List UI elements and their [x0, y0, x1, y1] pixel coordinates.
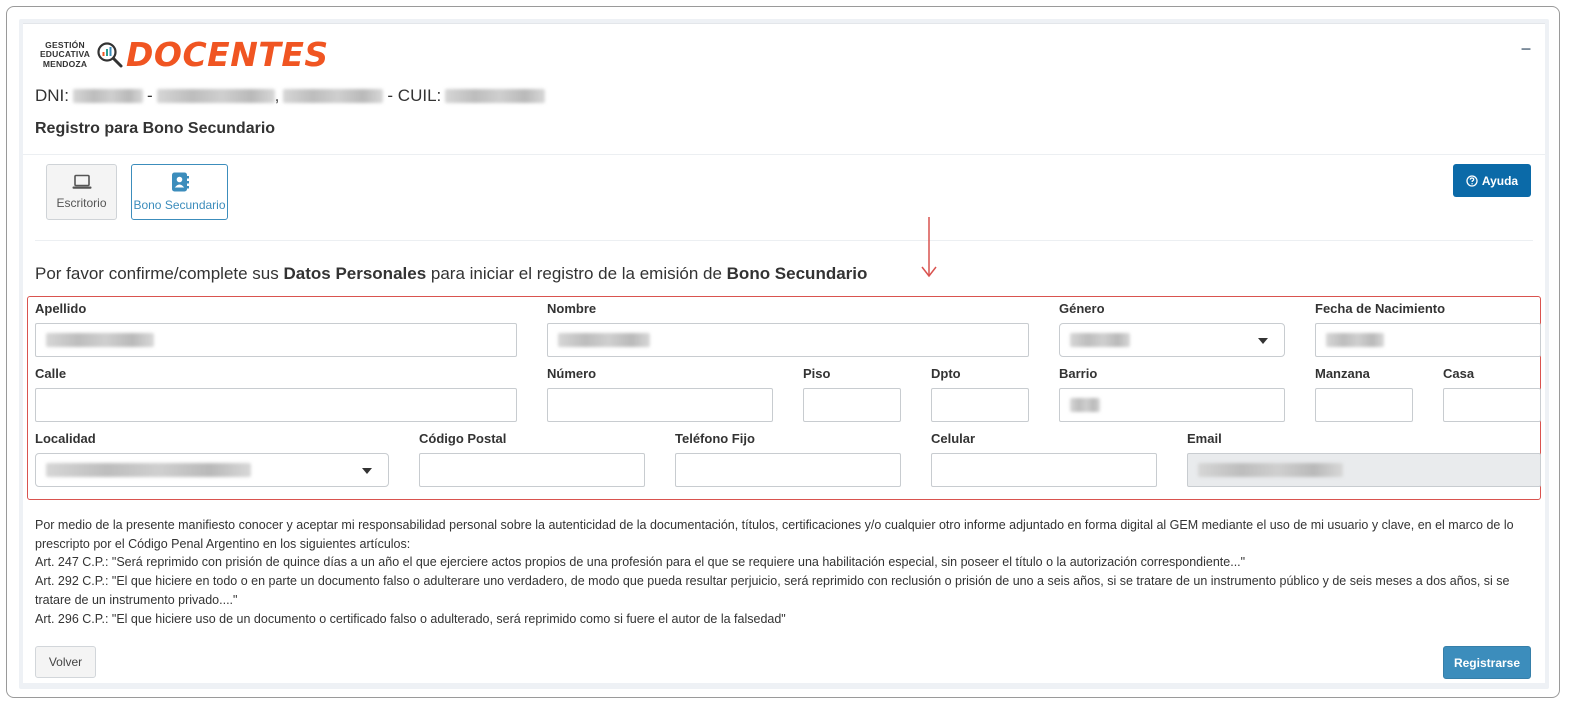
- divider: [35, 240, 1533, 241]
- laptop-icon: [72, 174, 92, 190]
- piso-input[interactable]: [803, 388, 901, 422]
- divider: [23, 154, 1545, 155]
- tile-escritorio[interactable]: [46, 164, 117, 220]
- label-apellido: Apellido: [35, 301, 87, 316]
- redacted-value: [1070, 333, 1130, 347]
- page-title: Registro para Bono Secundario: [35, 120, 276, 137]
- magnifier-chart-icon: [96, 41, 124, 69]
- intro-text: [35, 264, 867, 284]
- apellido-input[interactable]: [35, 323, 517, 357]
- help-label: Ayuda: [1481, 173, 1519, 188]
- redacted-name: [283, 89, 383, 103]
- chevron-down-icon: [1258, 338, 1268, 344]
- redacted-value: [1326, 333, 1384, 347]
- intro-part: para iniciar el registro de la emisión de: [426, 264, 727, 283]
- register-button[interactable]: Registrarse: [1443, 646, 1531, 679]
- chevron-down-icon: [362, 468, 372, 474]
- label-genero: Género: [1059, 301, 1105, 316]
- legal-paragraph: Art. 292 C.P.: "El que hiciere en todo o en parte un documento falso o adulterare uno verdadero, de modo que pueda resultar perjuicio, será reprimido con reclusión o prisión de uno a seis años, si se tratare de un instrumento público y de seis meses a dos años, si se tratare de un instrumento privado....": [35, 574, 1510, 607]
- label-calle: Calle: [35, 366, 67, 381]
- genero-select[interactable]: [1059, 323, 1285, 357]
- back-button[interactable]: Volver: [35, 646, 96, 678]
- intro-bold: Bono Secundario: [726, 264, 868, 283]
- content-panel: [19, 19, 1549, 689]
- logo-subtitle: [35, 41, 95, 70]
- question-circle-icon: [1466, 175, 1478, 187]
- legal-paragraph: Art. 247 C.P.: "Será reprimido con prisión de quince días a un año el que ejerciere actos propios de una profesión para el que se requiere una habilitación especial, sin poseer el título o la autorización correspondiente...": [35, 555, 1246, 570]
- codigo-postal-input[interactable]: [419, 453, 645, 487]
- help-button[interactable]: [1453, 164, 1531, 197]
- logo-brand: DOCENTES: [126, 35, 329, 74]
- label-fecha-nacimiento: Fecha de Nacimiento: [1315, 301, 1446, 316]
- label-casa: Casa: [1443, 366, 1475, 381]
- label-email: Email: [1187, 431, 1222, 446]
- dpto-input[interactable]: [931, 388, 1029, 422]
- tile-bono-secundario[interactable]: [131, 164, 228, 220]
- redacted-surname: [157, 89, 275, 103]
- redacted-value: [1070, 398, 1100, 412]
- label-telefono-fijo: Teléfono Fijo: [675, 431, 755, 446]
- email-input[interactable]: [1187, 453, 1541, 487]
- separator: -: [147, 86, 153, 105]
- logo-line2: EDUCATIVA: [39, 49, 91, 60]
- telefono-fijo-input[interactable]: [675, 453, 901, 487]
- dni-label: DNI:: [35, 86, 69, 105]
- screenshot-frame: [6, 6, 1560, 698]
- logo: [35, 36, 329, 74]
- main-box: [23, 23, 1545, 683]
- numero-input[interactable]: [547, 388, 773, 422]
- redacted-value: [558, 333, 650, 347]
- legal-paragraph: Art. 296 C.P.: "El que hiciere uso de un documento o certificado falso o adulterado, será reprimido como si fuere el autor de la falsedad": [35, 611, 786, 626]
- tile-label: Bono Secundario: [133, 198, 226, 212]
- nombre-input[interactable]: [547, 323, 1029, 357]
- logo-line3: MENDOZA: [42, 58, 88, 69]
- redacted-value: [46, 333, 154, 347]
- fecha-nacimiento-input[interactable]: [1315, 323, 1541, 357]
- arrow-down-icon: [919, 217, 939, 279]
- cuil-label: - CUIL:: [387, 86, 442, 105]
- separator: ,: [274, 86, 280, 105]
- redacted-dni: [73, 89, 143, 103]
- redacted-cuil: [445, 89, 545, 103]
- label-numero: Número: [547, 366, 597, 381]
- manzana-input[interactable]: [1315, 388, 1413, 422]
- legal-disclaimer: [35, 516, 1535, 628]
- legal-paragraph: Por medio de la presente manifiesto conocer y aceptar mi responsabilidad personal sobre la autenticidad de la documentación, títulos, certificaciones y/o cualquier otro informe adjuntado en forma digital al GEM mediante el uso de mi usuario y clave, en el marco de lo prescripto por el Código Penal Argentino en los siguientes artículos:: [35, 518, 1514, 551]
- redacted-value: [1198, 463, 1343, 477]
- label-dpto: Dpto: [931, 366, 961, 381]
- label-barrio: Barrio: [1059, 366, 1098, 381]
- label-celular: Celular: [931, 431, 976, 446]
- calle-input[interactable]: [35, 388, 517, 422]
- intro-bold: Datos Personales: [283, 264, 427, 283]
- label-codigo-postal: Código Postal: [419, 431, 507, 446]
- personal-data-form: [27, 296, 1541, 500]
- barrio-input[interactable]: [1059, 388, 1285, 422]
- label-nombre: Nombre: [547, 301, 597, 316]
- celular-input[interactable]: [931, 453, 1157, 487]
- localidad-select[interactable]: [35, 453, 389, 487]
- identity-line: [35, 86, 549, 106]
- tile-label: Escritorio: [56, 196, 107, 210]
- label-manzana: Manzana: [1315, 366, 1370, 381]
- intro-part: Por favor confirme/complete sus: [35, 264, 284, 283]
- casa-input[interactable]: [1443, 388, 1541, 422]
- collapse-button[interactable]: –: [1520, 38, 1531, 58]
- logo-line1: GESTIÓN: [45, 39, 85, 50]
- redacted-value: [46, 463, 251, 477]
- label-piso: Piso: [803, 366, 831, 381]
- contact-card-icon: [171, 172, 189, 192]
- label-localidad: Localidad: [35, 431, 96, 446]
